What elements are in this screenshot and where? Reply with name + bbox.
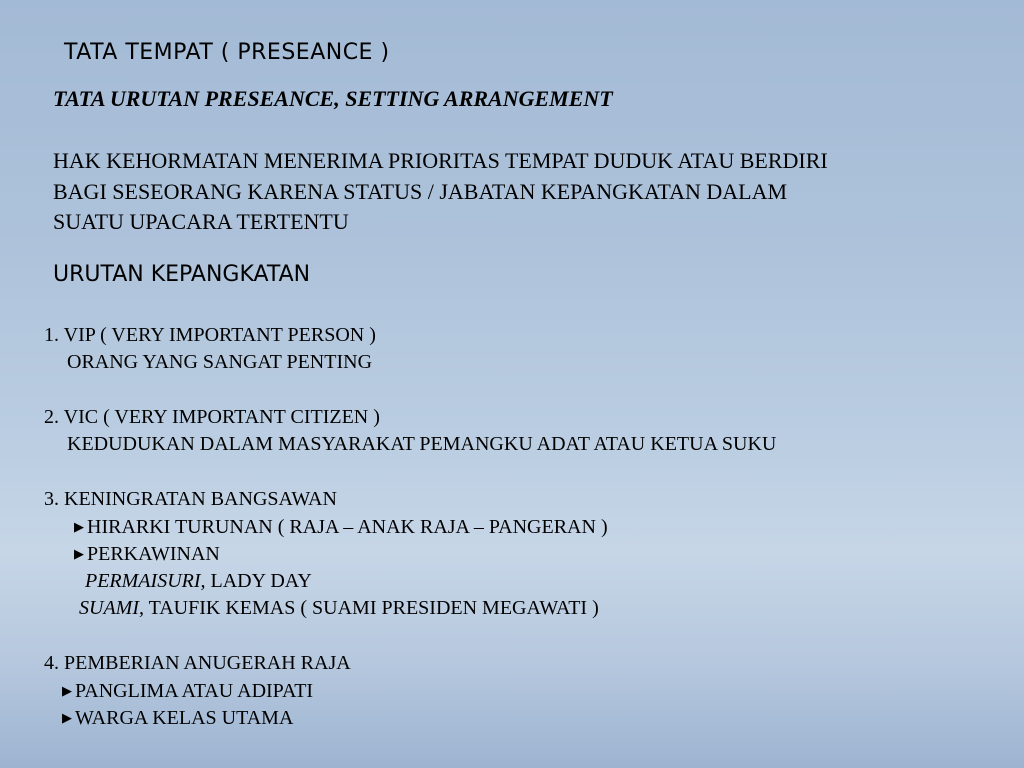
triangle-bullet-icon: ▶ <box>74 519 84 535</box>
list-spacer <box>44 622 776 649</box>
bullet-item <box>44 704 776 731</box>
slide-subtitle: TATA URUTAN PRESEANCE, SETTING ARRANGEMENT <box>53 86 613 111</box>
section-heading: URUTAN KEPANGKATAN <box>53 262 311 287</box>
triangle-bullet-icon: ▶ <box>74 546 84 562</box>
bullet-item <box>44 677 776 704</box>
bullet-text: WARGA KELAS UTAMA <box>75 707 294 730</box>
definition-line: SUATU UPACARA TERTENTU <box>53 209 349 234</box>
list-item-heading: 3. KENINGRATAN BANGSAWAN <box>44 487 337 510</box>
list-item-detail: KEDUDUKAN DALAM MASYARAKAT PEMANGKU ADAT ATAU KETUA SUKU <box>67 433 777 456</box>
list-item-heading: 2. VIC ( VERY IMPORTANT CITIZEN ) <box>44 405 380 428</box>
triangle-bullet-icon: ▶ <box>62 710 72 726</box>
bullet-item <box>44 513 776 540</box>
list-item-heading: 1. VIP ( VERY IMPORTANT PERSON ) <box>44 324 376 346</box>
definition-paragraph <box>53 146 828 238</box>
example-line <box>44 595 776 622</box>
bullet-text: PERKAWINAN <box>87 543 220 566</box>
example-line <box>44 568 776 595</box>
bullet-text: HIRARKI TURUNAN ( RAJA – ANAK RAJA – PANGERAN ) <box>87 516 608 539</box>
definition-line: HAK KEHORMATAN MENERIMA PRIORITAS TEMPAT DUDUK ATAU BERDIRI <box>53 148 828 173</box>
list-item-detail: ORANG YANG SANGAT PENTING <box>67 351 373 374</box>
definition-line: BAGI SESEORANG KARENA STATUS / JABATAN KEPANGKATAN DALAM <box>53 178 788 204</box>
bullet-text: PANGLIMA ATAU ADIPATI <box>75 679 314 702</box>
slide-title: TATA TEMPAT ( PRESEANCE ) <box>64 40 390 65</box>
bullet-item <box>44 540 776 567</box>
list-spacer <box>44 458 776 485</box>
list-item-heading: 4. PEMBERIAN ANUGERAH RAJA <box>44 651 351 674</box>
list-spacer <box>44 377 776 404</box>
example-term: SUAMI, <box>79 596 144 619</box>
example-term: PERMAISURI, <box>85 569 206 592</box>
example-value: TAUFIK KEMAS ( SUAMI PRESIDEN MEGAWATI ) <box>143 596 599 619</box>
rank-list <box>44 322 776 731</box>
example-value: LADY DAY <box>205 569 312 592</box>
triangle-bullet-icon: ▶ <box>62 682 72 698</box>
